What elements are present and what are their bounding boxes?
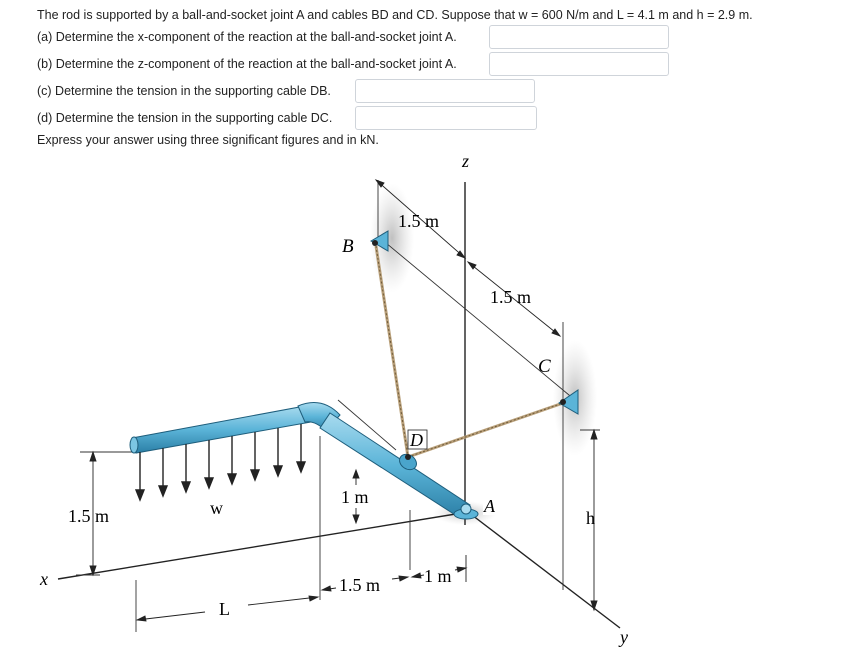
x-axis: [58, 512, 468, 579]
z-axis-label: z: [462, 151, 470, 171]
part-d-text: (d) Determine the tension in the supporting cable DC.: [37, 111, 333, 125]
dim-left-label: 1.5 m: [68, 506, 110, 526]
dim-top-label: 1.5 m: [398, 211, 440, 231]
part-a-text: (a) Determine the x-component of the reaction at the ball-and-socket joint A.: [37, 30, 457, 44]
dim-bottom-1-label: 1 m: [424, 566, 452, 586]
y-axis-label: y: [620, 627, 628, 647]
y-axis: [468, 512, 620, 628]
dim-bottom-15-label: 1.5 m: [339, 575, 381, 595]
point-a-label: A: [484, 496, 495, 516]
joint-c: [560, 399, 566, 405]
dim-h-label: h: [586, 508, 595, 528]
load-w-label: w: [210, 498, 223, 518]
dim-1m-label: 1 m: [341, 487, 369, 507]
joint-b: [372, 240, 378, 246]
dim-l-label: L: [219, 599, 230, 619]
point-b-label: B: [342, 236, 354, 257]
x-axis-label: x: [40, 569, 48, 589]
joint-d: [405, 454, 411, 460]
problem-statement: The rod is supported by a ball-and-socket joint A and cables BD and CD. Suppose that w = 600 N/m and L = 4.1 m and h = 2.9 m.: [37, 8, 753, 22]
rod-horizontal: [132, 406, 311, 453]
point-d-label: D: [410, 430, 423, 450]
ball-a: [461, 504, 471, 514]
instructions-text: Express your answer using three significant figures and in kN.: [37, 133, 379, 147]
dim-right-label: 1.5 m: [490, 287, 532, 307]
rod-end: [130, 437, 138, 453]
part-c-text: (c) Determine the tension in the supporting cable DB.: [37, 84, 331, 98]
point-c-label: C: [538, 356, 551, 377]
part-b-text: (b) Determine the z-component of the reaction at the ball-and-socket joint A.: [37, 57, 457, 71]
